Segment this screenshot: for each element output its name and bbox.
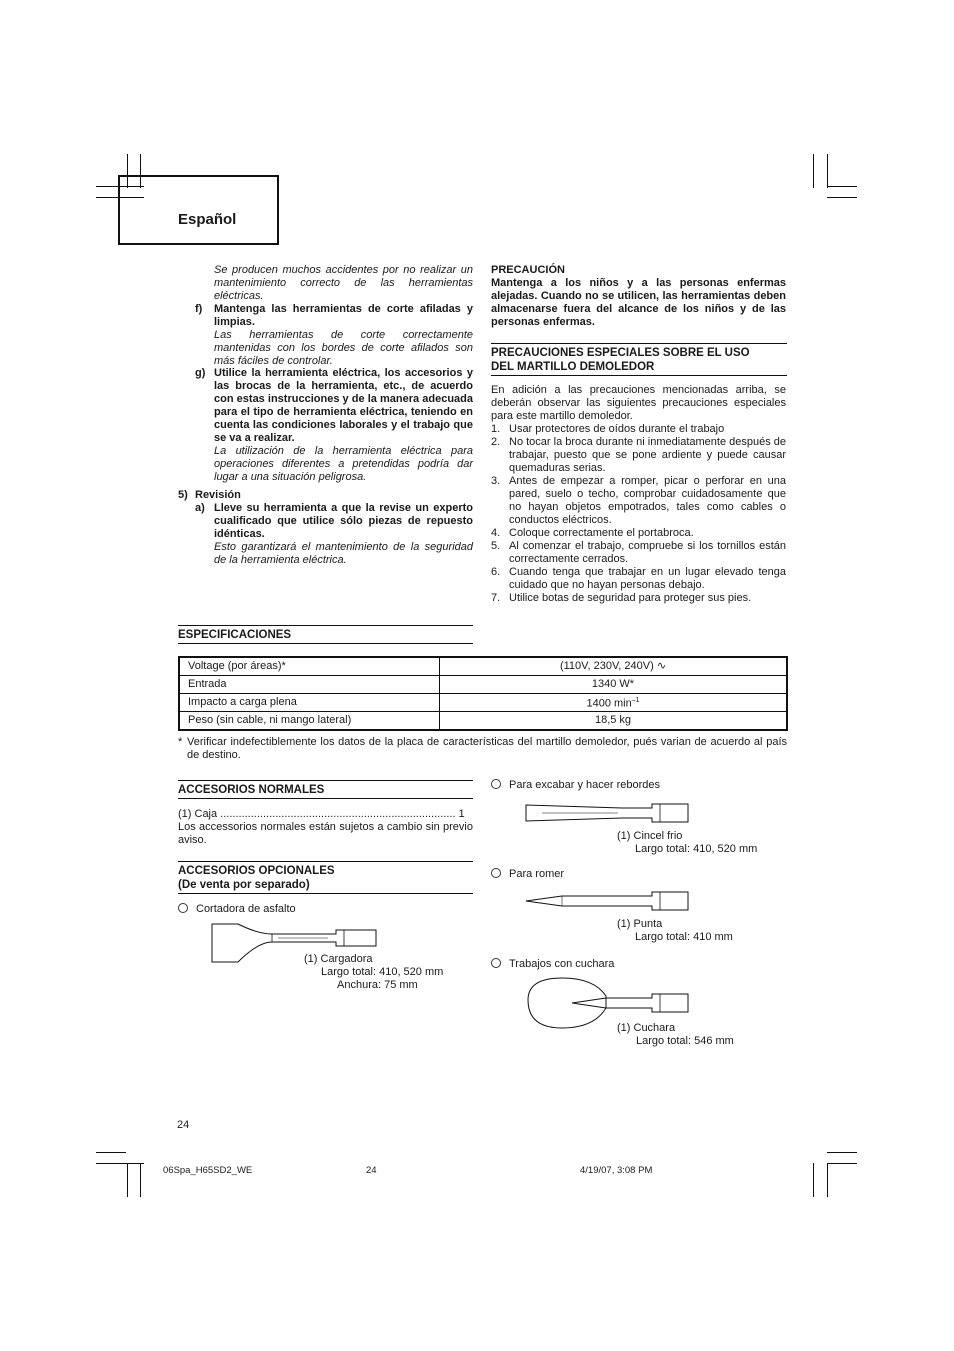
list-item-text: Coloque correctamente el portabroca. [509,527,694,539]
list-item [491,527,786,540]
optional-heading-line-2: (De venta por separado) [178,879,310,891]
list-item-text: Al comenzar el trabajo, compruebe si los tornillos están correctamente cerrados. [509,540,786,565]
page-number: 24 [177,1119,190,1131]
spec-unit-exponent: –1 [631,697,640,705]
list-item-number: 5. [491,540,501,552]
spade-name: (1) Cuchara [617,1022,676,1034]
special-heading-rule-bottom [491,375,787,376]
list-item-text: No tocar la broca durante ni inmediatamente después de trabajar, puesto que se pone ardiente y puede causar quemaduras serias. [509,436,787,474]
spec-label: Peso (sin cable, ni mango lateral) [179,712,440,731]
special-heading-rule-top [491,343,787,344]
file-page: 24 [366,1165,377,1176]
ac-icon: ∿ [656,660,667,672]
table-row [179,657,787,676]
bullet-circle-icon [491,958,501,968]
item-g-marker: g) [195,367,206,379]
spec-value: 1340 W* [440,676,788,694]
footnote-mark: * [178,736,183,748]
list-item-number: 7. [491,592,501,604]
optional-heading [178,864,335,892]
spade-length: Largo total: 546 mm [636,1035,734,1047]
standard-rule-top [178,780,473,781]
item-a [214,502,473,567]
item-f [214,303,473,368]
table-row [179,694,787,712]
special-intro: En adición a las precauciones mencionadas arriba, se deberán observar las siguientes precauciones especiales para este martillo demoledor. [491,384,786,422]
list-item-number: 2. [491,436,501,448]
standard-item: (1) Caja ............................................................................. 1 [178,808,465,820]
bullet-circle-icon [491,779,501,789]
standard-heading: ACCESORIOS NORMALES [178,784,325,796]
item-g-bold: Utilice la herramienta eléctrica, los accesorios y las brocas de la herramienta, etc., de acuerdo con estas instrucciones y de la manera adecuada para el tipo de herramienta eléctrica, teniendo en cuenta las condiciones laborales y el trabajo que se va a realizar. [214,367,473,444]
standard-note: Los accessorios normales están sujetos a cambio sin previo aviso. [178,821,473,846]
caution-text: Mantenga a los niños y a las personas enfermas alejadas. Cuando no se utilicen, las herramientas deben almacenarse fuera del alcance de los niños y de las personas enfermas. [491,277,786,328]
list-item-number: 4. [491,527,501,539]
spec-label: Entrada [179,676,440,694]
list-item-number: 6. [491,566,501,578]
list-item-text: Antes de empezar a romper, picar o perforar en una pared, suelo o techo, comprobar cuidadosamente que no hayan objetos empotrados, tales como cables o conductos eléctricos. [509,475,786,526]
table-row [179,712,787,731]
table-row [179,676,787,694]
point-name: (1) Punta [617,918,663,930]
bullet-circle-icon [491,868,501,878]
asphalt-length: Largo total: 410, 520 mm [321,966,444,978]
chisel-name: (1) Cincel frio [617,830,683,842]
spec-label: Voltage (por áreas)* [179,657,440,676]
section-5-title: Revisión [195,489,241,501]
asphalt-label [178,903,296,916]
precautions-list [491,423,786,605]
specs-rule-bottom [178,643,473,644]
item-f-bold: Mantenga las herramientas de corte afiladas y limpias. [214,303,473,328]
special-heading-line-1: PRECAUCIONES ESPECIALES SOBRE EL USO [491,347,750,359]
chisel-length: Largo total: 410, 520 mm [635,843,758,855]
spec-value: 18,5 kg [440,712,788,731]
list-item [491,423,786,436]
optional-rule-bottom [178,893,473,894]
list-item [491,592,786,605]
item-a-bold: Lleve su herramienta a que la revise un experto cualificado que utilice sólo piezas de repuesto idénticas. [214,502,473,540]
spec-value [440,694,788,712]
item-f-italic: Las herramientas de corte correctamente mantenidas con los bordes de corte afilados son más fáciles de controlar. [214,329,473,367]
spec-value-text: (110V, 230V, 240V) [559,660,654,672]
bullet-circle-icon [178,903,188,913]
list-item [491,436,786,475]
point-length: Largo total: 410 mm [635,931,733,943]
file-name: 06Spa_H65SD2_WE [163,1165,253,1176]
special-heading [491,346,787,374]
timestamp: 4/19/07, 3:08 PM [580,1165,653,1176]
point-label-text: Para romer [509,868,565,880]
item-g-italic: La utilización de la herramienta eléctrica para operaciones diferentes a pretendidas podría dar lugar a una situación peligrosa. [214,445,473,483]
item-g [214,367,473,484]
spec-value-text: 1400 min [586,697,632,710]
standard-rule-bottom [178,798,473,799]
spade-label [491,958,614,971]
asphalt-width: Anchura: 75 mm [337,979,418,991]
specs-heading: ESPECIFICACIONES [178,629,292,641]
asphalt-label-text: Cortadora de asfalto [196,903,296,915]
language-box [118,175,279,245]
chisel-label [491,779,660,792]
maintenance-intro: Se producen muchos accidentes por no realizar un mantenimiento correcto de las herramientas eléctricas. [214,264,473,302]
specs-table [178,656,788,731]
chisel-label-text: Para excabar y hacer rebordes [509,779,661,791]
cold-chisel-icon [522,802,694,824]
list-item-text: Utilice botas de seguridad para proteger sus pies. [509,592,752,604]
special-heading-line-2: DEL MARTILLO DEMOLEDOR [491,361,655,373]
list-item-text: Cuando tenga que trabajar en un lugar elevado tenga cuidado que no hayan personas debajo. [509,566,786,591]
list-item [491,566,786,592]
list-item-number: 3. [491,475,501,487]
list-item [491,475,786,527]
language-title: Español [178,211,237,228]
list-item [491,540,786,566]
point-chisel-icon [522,890,694,912]
item-a-italic: Esto garantizará el mantenimiento de la seguridad de la herramienta eléctrica. [214,541,473,566]
list-item-number: 1. [491,423,501,435]
spade-label-text: Trabajos con cuchara [509,958,615,970]
asphalt-name: (1) Cargadora [304,953,373,965]
optional-heading-line-1: ACCESORIOS OPCIONALES [178,865,335,877]
item-a-marker: a) [195,502,205,514]
section-5-marker: 5) [178,489,188,501]
spec-label: Impacto a carga plena [179,694,440,712]
optional-rule-top [178,861,473,862]
specs-rule-top [178,625,473,626]
spec-value [440,657,788,676]
list-item-text: Usar protectores de oídos durante el trabajo [509,423,725,435]
item-f-marker: f) [195,303,203,315]
point-label [491,868,564,881]
caution-title: PRECAUCIÓN [491,264,565,276]
specs-footnote: Verificar indefectiblemente los datos de la placa de características del martillo demoledor, pués varian de acuerdo al país de destino. [187,736,787,761]
